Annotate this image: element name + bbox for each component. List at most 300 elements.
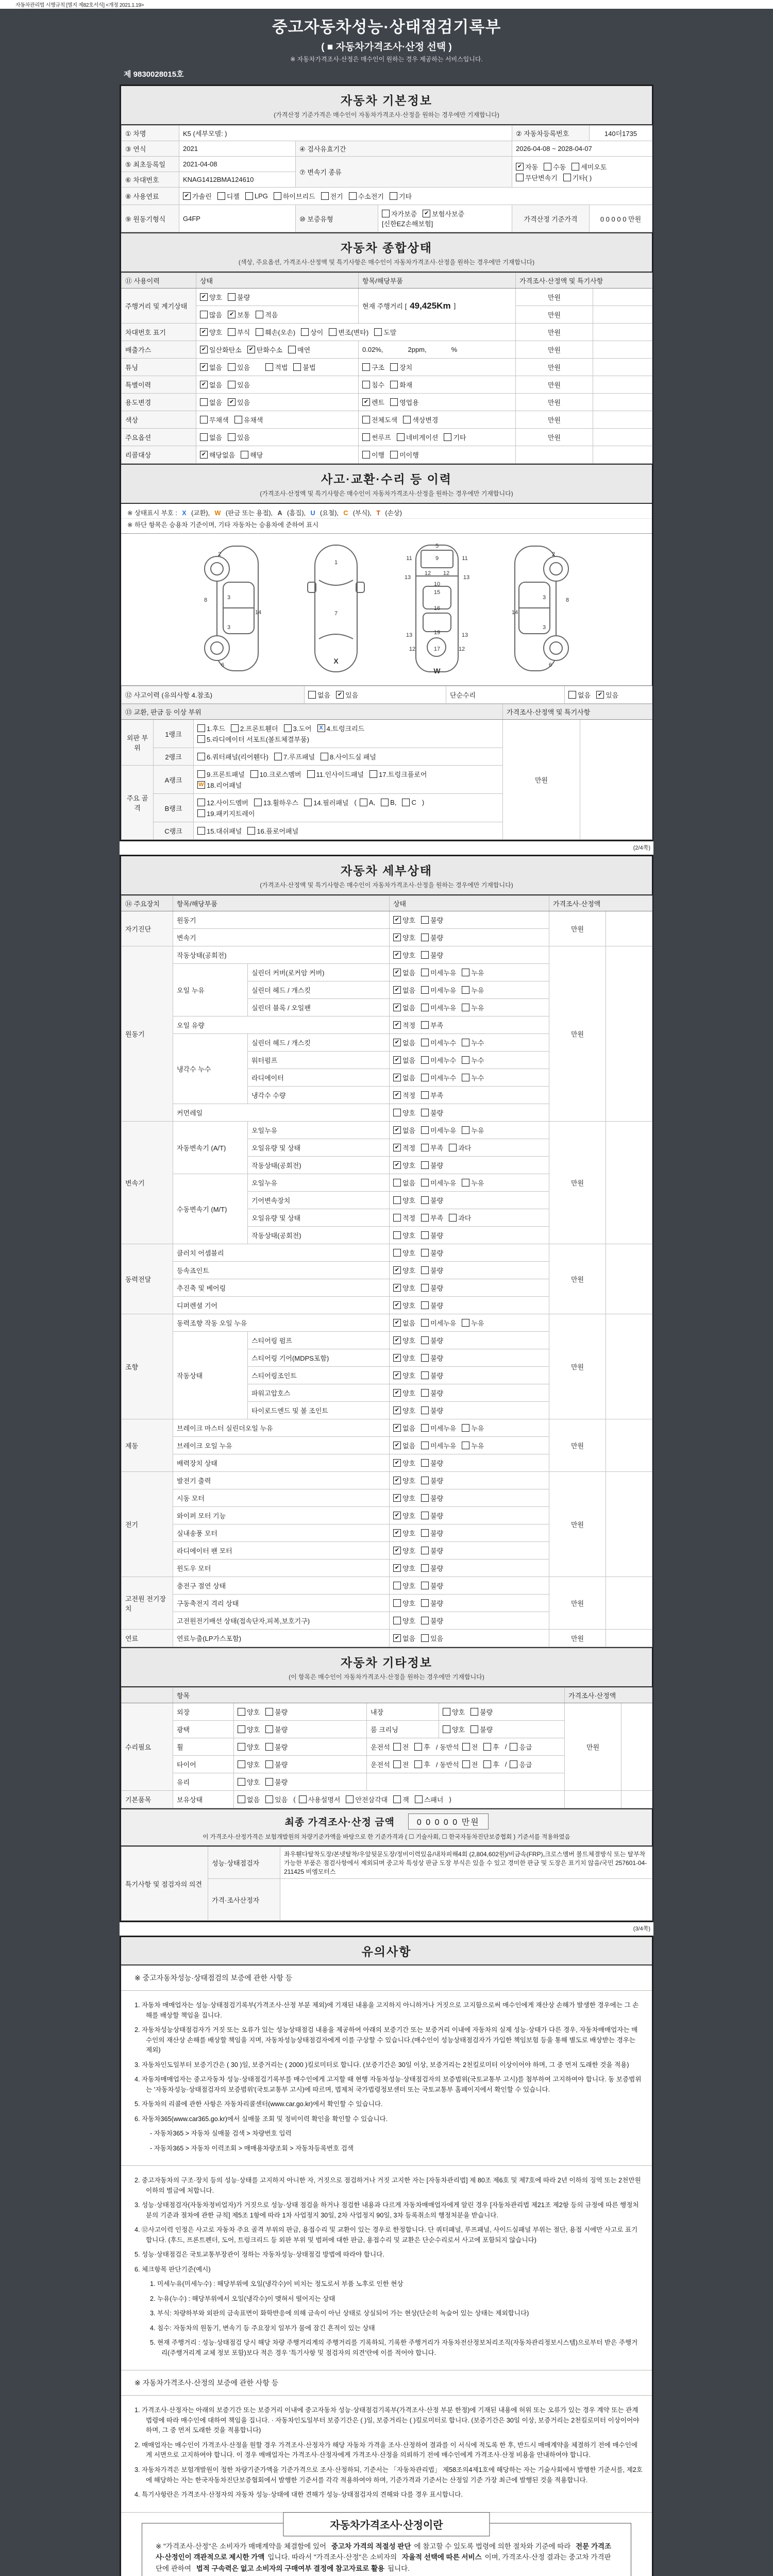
checkbox-box: [421, 969, 429, 976]
checkbox: [250, 769, 301, 779]
checkbox-label: 10.크로스멤버: [259, 771, 301, 778]
checkbox-box: [308, 691, 316, 699]
damage-mark: X: [333, 657, 339, 666]
checkbox-label: 양호: [402, 1512, 416, 1520]
checkbox-box: [362, 363, 370, 371]
final-price-band: [121, 1808, 652, 1846]
checkbox-line: [393, 1038, 545, 1047]
table-cell: [390, 1437, 549, 1454]
table-cell: [390, 1595, 549, 1612]
table-cell: 성능·상태점검자: [208, 1847, 280, 1879]
checkbox-box: [421, 1179, 429, 1187]
checkbox-label: 무채색: [209, 416, 229, 424]
table-cell: [280, 1879, 652, 1921]
checkbox: [421, 1405, 443, 1415]
checkbox-box: [234, 416, 242, 423]
checkbox: [563, 173, 592, 182]
checkbox-label: 불량: [430, 1302, 444, 1310]
checkbox-line: [238, 1707, 363, 1717]
checkbox-label: 18.리어패널: [207, 782, 242, 789]
checkbox-label: 후: [424, 1743, 430, 1751]
table-cell: ④ 검사유효기간: [296, 141, 512, 157]
checkbox-label: 미세누유: [430, 1425, 457, 1432]
checkbox-label: 미세누수: [430, 1057, 457, 1064]
table-cell: [378, 205, 512, 232]
checkbox-label: 양호: [402, 1477, 416, 1485]
checkbox: [421, 1125, 456, 1135]
table-cell: 워터펌프: [248, 1052, 390, 1069]
checkbox-box: [265, 1743, 273, 1751]
checkbox-label: 있음: [237, 434, 250, 442]
checkbox: [393, 1511, 415, 1520]
text-part: X: [182, 510, 187, 517]
section-basic-title: 자동차 기본정보: [341, 94, 432, 107]
table-cell: 고전원전기배선 상태(접속단자,피복,보호기구): [173, 1612, 390, 1630]
table-cell: 만원: [516, 341, 593, 359]
sheet-notices: [120, 1936, 653, 2576]
checkbox-label: 누유: [471, 1442, 484, 1450]
checkbox: [421, 968, 456, 977]
checkbox: [362, 380, 384, 389]
checkbox-box: [241, 451, 248, 459]
checkbox-label: 적정: [402, 1022, 416, 1029]
checkbox-label: 도말: [383, 329, 397, 336]
table-cell: 가격조사·산정액 및 특기사항: [503, 704, 652, 720]
checkbox-label: 불량: [430, 1460, 444, 1467]
checkbox: [421, 1055, 456, 1065]
table-cell: ⑧ 사용연료: [122, 188, 179, 205]
checkbox: [393, 1300, 415, 1310]
section-accident-subtitle: (가격조사·산정액 및 특기사항은 매수인이 자동차가격조사·산정을 원하는 경우에만 기재합니다): [260, 490, 513, 497]
table-cell: 만원: [516, 376, 593, 394]
checkbox-box: [393, 1109, 401, 1116]
document-number: 제 9830028015호: [124, 70, 184, 79]
checkbox-line: [393, 1511, 545, 1520]
checkbox-line: [362, 380, 512, 389]
checkbox-line: [362, 450, 512, 460]
checkbox: [421, 1020, 443, 1030]
checkbox-label: 자가보증: [391, 210, 417, 218]
checkbox: [421, 1388, 443, 1398]
table-cell: [390, 1244, 549, 1262]
checkbox: [241, 450, 263, 460]
checkbox: [393, 1178, 415, 1188]
checkbox-label: 디젤: [226, 193, 240, 200]
table-cell: ⑦ 변속기 종류: [296, 157, 512, 188]
checkbox-box: [228, 433, 236, 441]
checkbox-box: ✔: [362, 398, 370, 406]
notices-block-c: [121, 2396, 652, 2512]
diagram-note: ※ 하단 항목은 승용차 기준이며, 기타 자동차는 승용차에 준하여 표시: [121, 519, 652, 534]
table-cell: [390, 1262, 549, 1279]
table-cell: ② 자동차등록번호: [512, 126, 590, 141]
table-cell: ⑪ 사용이력: [122, 273, 196, 289]
table-cell: 만원: [516, 394, 593, 411]
checkbox: [274, 752, 315, 761]
checkbox: [449, 1143, 471, 1153]
checkbox-label: 불량: [275, 1726, 288, 1734]
checkbox-line: [516, 162, 648, 172]
table-cell: 만원: [565, 1703, 621, 1791]
checkbox-label: 양호: [247, 1726, 260, 1734]
checkbox-label: 이행: [372, 451, 385, 459]
checkbox: [197, 734, 309, 744]
table-cell: [390, 1542, 549, 1560]
table-cell: [565, 686, 652, 704]
checkbox-box: [462, 1004, 469, 1011]
notices-block-a: [121, 1991, 652, 2166]
checkbox: [596, 690, 618, 700]
table-cell: KNAG1412BMA124610: [179, 172, 296, 188]
checkbox: [393, 1020, 415, 1030]
checkbox-label: 미세누수: [430, 1039, 457, 1047]
table-cell: [234, 1791, 565, 1808]
table-cell: 만원: [549, 1314, 606, 1419]
notice-item: 1. 미세누유(미세누수) : 해당부위에 오일(냉각수)이 비치는 정도로서 부품 노후로 인한 현상: [150, 2280, 404, 2288]
table-cell: [390, 1489, 549, 1507]
checkbox-box: [250, 770, 258, 778]
notice-item: 2. 중고자동차의 구조·장치 등의 성능·상태를 고지하지 아니한 자, 거짓으로 점검하거나 거짓 고지한 자는 [자동차관리법] 제 80조 제6호 및 제7호에 따라 2년 이하의 징역 또는 2천만원 이하의 벌금에 처합니다.: [135, 2177, 641, 2194]
checkbox-label: 불량: [275, 1708, 288, 1716]
checkbox-box: [321, 192, 329, 200]
checkbox: [197, 826, 242, 836]
checkbox-label: 누수: [471, 1057, 484, 1064]
checkbox-line: [393, 950, 545, 960]
checkbox: [265, 362, 288, 372]
checkbox: [393, 1598, 415, 1608]
text-part: ※ "가격조사·산정"은 소비자가 매매계약을 체결함에 있어: [156, 2542, 328, 2550]
table-cell: 동력조향 작동 오일 누유: [173, 1314, 390, 1332]
text-part: 에 참고할 수 있도록 법령에 의한 절차와 기준에 따라: [414, 2542, 573, 2550]
table-cell: [122, 1688, 173, 1703]
notice-item: 2. 자동차성능상태점검자가 거짓 또는 오류가 있는 성능상태점검 내용을 제공하여 아래의 보증기간 또는 보증거리 이내에 자동차의 실제 성능·상태가 다른 경우, 자동차매매업자는 매수인의 재산상 손해를 배상할 책임을 지며, 자동차성능상태점검자에게 이를 구상할 수 있습니다.(매수인이 성능상태점검자가 가입한 책임보험 등을 통해 별도로 배상받는 경우는 제외): [135, 2026, 638, 2054]
checkbox: [265, 1724, 288, 1734]
table-cell: [390, 1472, 549, 1489]
checkbox-box: ✔: [228, 398, 236, 406]
table-cell: 휠: [173, 1738, 234, 1756]
table-cell: 만원: [549, 1472, 606, 1577]
checkbox: [462, 1423, 484, 1433]
checkbox-label: 있음: [237, 381, 250, 389]
diagram-number: 12: [409, 646, 416, 652]
checkbox-box: [421, 1459, 429, 1467]
text-part: 49,425Km: [410, 300, 451, 311]
table-cell: [390, 1507, 549, 1524]
checkbox-label: 기타: [398, 193, 412, 200]
checkbox-box: [421, 1354, 429, 1362]
checkbox-label: 없음: [402, 987, 416, 994]
diagram-number: 13: [406, 632, 413, 639]
table-cell: [565, 1791, 621, 1808]
table-cell: [606, 946, 652, 1122]
checkbox-box: [414, 1760, 422, 1768]
checkbox: [443, 1724, 465, 1734]
checkbox-box: [421, 1319, 429, 1327]
checkbox: [393, 1230, 415, 1240]
checkbox-label: 불량: [430, 1565, 444, 1572]
checkbox-label: 불량: [275, 1743, 288, 1751]
checkbox-box: [231, 724, 239, 732]
page-title: 중고자동차성능·상태점검기록부: [272, 18, 501, 36]
final-price-note: 이 가격조사·산정가격은 보험개발원의 차량기준가액을 바탕으로 한 기준가격과 ( ☐ 기술사회, ☐ 한국자동차진단보증협회 ) 기준서를 적용하였음: [203, 1834, 570, 1840]
checkbox-label: 미세누유: [430, 1127, 457, 1134]
table-cell: 리콜대상: [122, 446, 196, 464]
notice-item: 5. 현재 주행거리 : 성능·상태점검 당시 해당 차량 주행거리계의 주행거리를 기록하되, 기록한 주행거리가 자동차전산정보처리조직(자동차관리정보시스템)으로부터 받은 주행거리(주행거리계 교체 정보 포함)보다 적은 경우 '특기사항 및 점검자의 의견'란에 이를 적어야 합니다.: [150, 2339, 638, 2357]
checkbox-label: 양호: [452, 1708, 465, 1716]
checkbox: [200, 380, 222, 389]
checkbox: [414, 1759, 430, 1769]
checkbox: [421, 1493, 443, 1503]
table-cell: [390, 1174, 549, 1192]
table-cell: 내장: [367, 1703, 439, 1721]
form-reference: 자동차관리법 시행규칙 [별지 제82호서식] <개정 2021.1.19>: [0, 0, 773, 9]
checkbox-line: [393, 1616, 545, 1625]
checkbox: [381, 799, 396, 806]
section-basic-subtitle: (가격산정 기준가격은 매수인이 자동차가격조사·산정을 원하는 경우에만 기재합니다): [274, 111, 499, 118]
checkbox-label: 변조(변타): [338, 329, 369, 336]
checkbox: [346, 1794, 388, 1804]
checkbox-box: [393, 1617, 401, 1624]
checkbox-box: ✔: [393, 1126, 401, 1134]
checkbox-box: [421, 1442, 429, 1449]
checkbox-label: 양호: [247, 1761, 260, 1769]
diagram-number: 8: [565, 597, 569, 604]
table-cell: 만원: [516, 289, 593, 306]
table-cell: [367, 1756, 565, 1773]
checkbox-box: ✔: [200, 451, 208, 459]
checkbox-box: [421, 1477, 429, 1484]
diagram-number: 11: [406, 555, 412, 562]
table-cell: [196, 429, 359, 446]
notice-item: 2. 매매업자는 매수인이 가격조사·산정을 원할 경우 가격조사·산정자가 해당 자동차 가격을 조사·산정하여 결과를 이 서식에 적도록 한 후, 반드시 매매계약을 체결하기 전에 매수인에게 서면으로 고지하여야 합니다. 이 경우 매매업자는 가격조사·산정자에게 가격조사·산정을 의뢰하기 전에 매수인에게 가격조사·산정 비용을 안내하여야 합니다.: [135, 2441, 637, 2459]
checkbox-label: 불량: [430, 1495, 444, 1502]
checkbox-line: [200, 450, 355, 460]
checkbox: [449, 1213, 471, 1223]
checkbox: [299, 1794, 341, 1804]
checkbox-line: [382, 209, 508, 228]
checkbox: [544, 162, 566, 172]
checkbox: [393, 1388, 415, 1398]
checkbox-box: [238, 1778, 245, 1786]
checkbox-label: 없음: [402, 969, 416, 977]
checkbox-line: [393, 1265, 545, 1275]
notice-item: 1. 가격조사·산정자는 아래의 보증기간 또는 보증거리 이내에 중고자동차 성능·상태점검기록부(가격조사·산정 부분 한정)에 기재된 내용에 허위 또는 오류가 있는 경우 계약 또는 관계법령에 따라 매수인에 대하여 책임을 집니다. · 자동차인도일부터 보증기간은 ( )일, 보증거리는 ( )킬로미터로 합니다. (보증기간은 30일 이상, 보증거리는 2천킬로미터 이상이어야 하며, 그 중 먼저 도래한 것을 적용합니다): [135, 2406, 640, 2434]
checkbox-line: [443, 1707, 561, 1717]
checkbox-box: [483, 1743, 491, 1751]
checkbox-label: 불량: [237, 294, 250, 301]
checkbox-label: 불량: [430, 1407, 444, 1415]
checkbox: [462, 1742, 478, 1752]
checkbox-label: 장치: [399, 364, 413, 371]
checkbox-label: 불량: [430, 1284, 444, 1292]
checkbox: [403, 415, 438, 425]
checkbox-label: 수동: [553, 163, 566, 171]
checkbox-label: 없음: [578, 691, 591, 699]
checkbox-label: 불량: [430, 1547, 444, 1555]
checkbox: [256, 310, 278, 319]
table-cell: [390, 1297, 549, 1314]
checkbox-label: 없음: [402, 1074, 416, 1082]
table-cell: 라디에이터: [248, 1069, 390, 1087]
text-part: (손상): [383, 510, 402, 517]
checkbox-line: [238, 1724, 363, 1734]
checkbox: [421, 1616, 443, 1625]
table-cell: [196, 359, 359, 376]
text-part: 자율적 선택에 따른 서비스: [401, 2553, 482, 2562]
checkbox: [510, 1742, 532, 1752]
checkbox-line: [238, 1777, 363, 1787]
table-cell: 실린더 헤드 / 개스킷: [248, 981, 390, 999]
checkbox-label: 14.필러패널: [313, 799, 349, 807]
checkbox-label: 후: [493, 1743, 499, 1751]
checkbox-label: 적음: [265, 311, 278, 319]
checkbox-box: [238, 1725, 245, 1733]
checkbox-label: 있음: [606, 691, 619, 699]
checkbox-line: [393, 1020, 545, 1030]
table-cell: [359, 394, 516, 411]
checkbox-label: 과다: [458, 1144, 472, 1152]
checkbox-label: 양호: [247, 1778, 260, 1786]
checkbox-box: [421, 1074, 429, 1081]
checkbox-line: [393, 968, 545, 977]
table-cell: [390, 1314, 549, 1332]
checkbox-label: 없음: [402, 1127, 416, 1134]
checkbox: [390, 450, 419, 460]
checkbox-box: [421, 934, 429, 941]
table-cell: 가격조사·산정액: [549, 896, 652, 911]
checkbox-label: 보험사보증: [432, 210, 465, 218]
notice-item: 5. 성능·상태점검은 국토교통부장관이 정하는 자동차성능·상태점검 방법에 따라야 합니다.: [135, 2251, 384, 2259]
table-cell: 만원: [549, 946, 606, 1122]
checkbox: [462, 1125, 484, 1135]
checkbox: [421, 1370, 443, 1380]
checkbox-label: 양호: [452, 1726, 465, 1734]
checkbox-box: [197, 724, 205, 732]
table-cell: [359, 359, 516, 376]
checkbox-line: [393, 1090, 545, 1100]
checkbox-label: 5.라디에이터 서포트(볼트체결부품): [207, 736, 309, 743]
checkbox-box: ✔: [393, 1547, 401, 1554]
checkbox-box: ✔: [200, 328, 208, 336]
checkbox-line: [393, 1598, 545, 1608]
checkbox: [462, 968, 484, 977]
page-marker-label: (2/4쪽): [633, 845, 650, 851]
table-cell: [390, 1139, 549, 1157]
checkbox-box: ✔: [393, 1091, 401, 1099]
page-marker-label: (3/4쪽): [633, 1926, 650, 1932]
checkbox: [462, 1038, 484, 1047]
accident-flag-table: [121, 686, 652, 704]
checkbox: [393, 1476, 415, 1485]
checkbox-label: 탄화수소: [256, 346, 283, 354]
diagram-number: 11: [462, 555, 468, 562]
section-overall-subtitle: (색상, 주요옵션, 가격조사·산정액 및 특기사항은 매수인이 자동차가격조사·산정을 원하는 경우에만 기재합니다): [238, 259, 535, 266]
notices-subheading-2: ※ 자동차가격조사·산정의 보증에 관한 사항 등: [121, 2370, 652, 2396]
checkbox-box: [470, 1725, 478, 1733]
checkbox-label: 부식: [237, 329, 250, 336]
table-cell: [359, 341, 516, 359]
checkbox-box: [421, 986, 429, 994]
checkbox: [393, 1759, 409, 1769]
checkbox-box: ✔: [393, 1529, 401, 1537]
checkbox-box: [390, 363, 398, 371]
table-cell: 시동 모터: [173, 1489, 390, 1507]
checkbox-label: 3.도어: [293, 725, 312, 733]
checkbox-box: [329, 328, 337, 336]
checkbox-box: [265, 363, 273, 371]
table-cell: [390, 1227, 549, 1244]
checkbox: [393, 1055, 415, 1065]
checkbox: [421, 1178, 456, 1188]
checkbox-label: 2.프론트휀더: [240, 725, 278, 733]
checkbox-label: 불량: [430, 1109, 444, 1117]
checkbox-line: [197, 769, 499, 779]
checkbox-box: [228, 328, 236, 336]
table-cell: 추진축 및 베어링: [173, 1279, 390, 1297]
checkbox: [393, 1090, 415, 1100]
checkbox: [462, 1055, 484, 1065]
checkbox-line: [393, 985, 545, 995]
checkbox-box: ✔: [393, 1284, 401, 1292]
table-cell: [606, 1314, 652, 1419]
diagram-number: 13: [463, 574, 470, 581]
checkbox-line: [516, 173, 648, 182]
checkbox-line: [200, 362, 355, 372]
checkbox: [462, 985, 484, 995]
table-cell: [194, 822, 503, 840]
table-cell: 1랭크: [154, 720, 194, 748]
checkbox-box: [421, 1564, 429, 1572]
checkbox-label: 일산화탄소: [209, 346, 242, 354]
checkbox-box: [274, 192, 281, 200]
checkbox: [374, 327, 396, 337]
checkbox-label: 불량: [430, 1354, 444, 1362]
table-cell: 2021: [179, 141, 296, 157]
checkbox-box: [421, 1109, 429, 1116]
table-cell: 스티어링 펌프: [248, 1332, 390, 1349]
text-part: (부식),: [351, 510, 374, 517]
checkbox-line: [393, 1563, 545, 1573]
sheet-detail: [120, 855, 653, 1922]
checkbox: [393, 1143, 415, 1153]
checkbox: [393, 1528, 415, 1538]
checkbox-line: [393, 1388, 545, 1398]
checkbox: [393, 968, 415, 977]
checkbox-box: [421, 1056, 429, 1064]
checkbox: [317, 723, 365, 733]
checkbox-label: 미세누수: [430, 1074, 457, 1082]
table-cell: [359, 446, 516, 464]
table-cell: 동력전달: [122, 1244, 173, 1314]
table-cell: [194, 794, 503, 822]
text-part: 중고차 가격의 적절성 판단: [331, 2542, 411, 2550]
table-cell: 충전구 절연 상태: [173, 1577, 390, 1595]
checkbox-label: 불량: [430, 1267, 444, 1275]
checkbox: [421, 1230, 443, 1240]
checkbox: [421, 1073, 456, 1082]
checkbox-label: 불량: [430, 1600, 444, 1607]
table-cell: [390, 1016, 549, 1034]
checkbox: [200, 310, 222, 319]
table-cell: [593, 324, 652, 341]
table-cell: [194, 748, 503, 766]
table-cell: 작동상태(공회전): [173, 946, 390, 964]
checkbox-box: [382, 210, 390, 217]
checkbox-line: [362, 432, 512, 442]
checkbox-label: 19.패키지트레이: [207, 810, 255, 818]
section-etc-title: 자동차 기타정보: [341, 1656, 432, 1669]
checkbox-box: [360, 799, 367, 806]
